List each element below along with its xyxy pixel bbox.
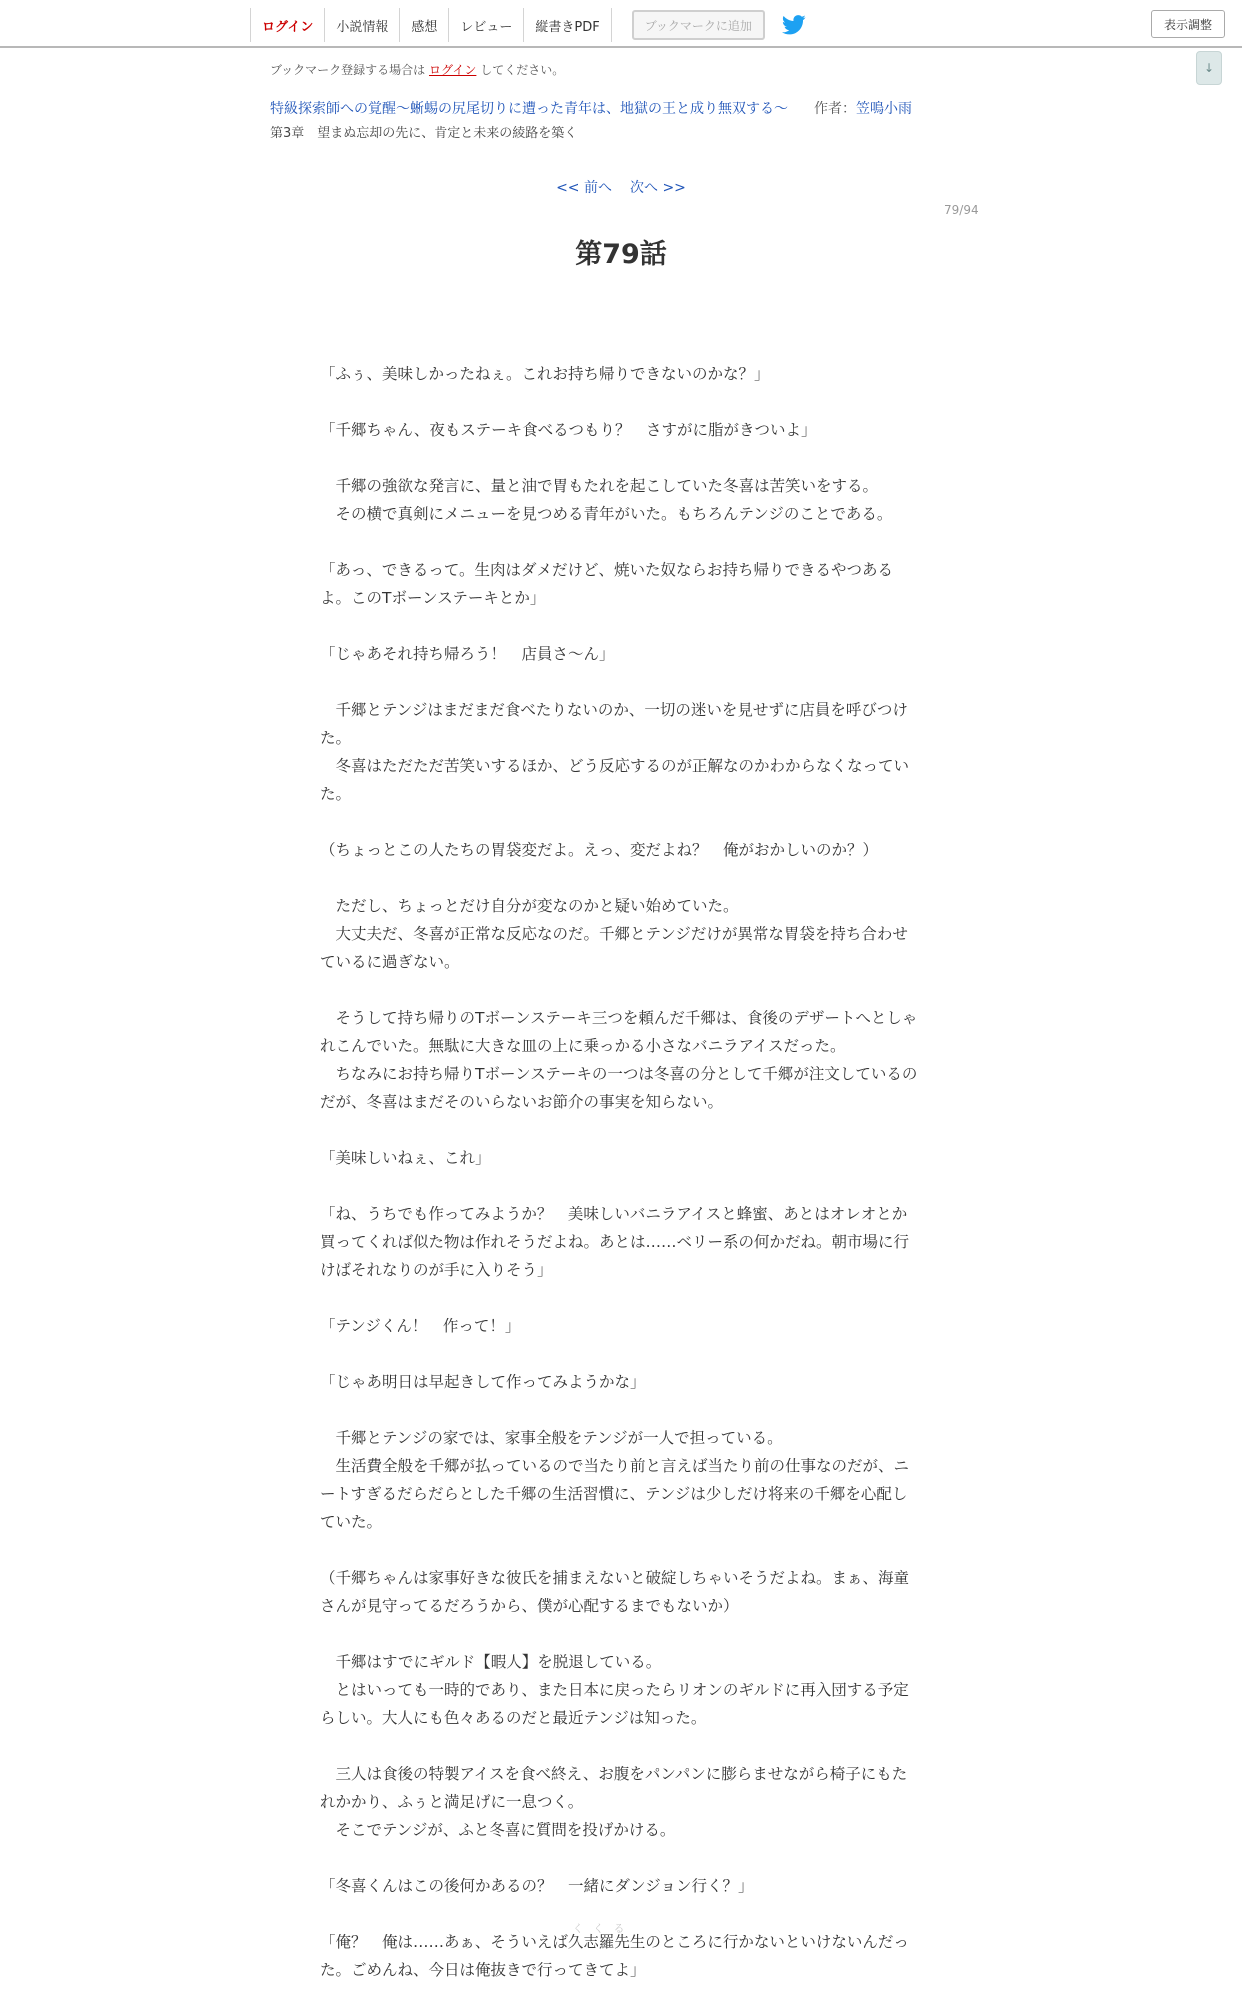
episode-pager <box>0 177 1242 197</box>
paragraph: ただし、ちょっとだけ自分が変なのかと疑い始めていた。 大丈夫だ、冬喜が正常な反応なのだ。千郷とテンジだけが異常な胃袋を持ち合わせているに過ぎない。 <box>320 897 908 971</box>
main-nav <box>250 8 807 42</box>
paragraph: 千郷はすでにギルド【暇人】を脱退している。 とはいっても一時的であり、また日本に戻ったらリオンのギルドに再入団する予定らしい。大人にも色々あるのだと最近テンジは知った。 <box>320 1653 909 1727</box>
paragraph: 「冬喜くんはこの後何かあるの？ 一緒にダンジョン行く？」 <box>320 1877 754 1895</box>
novel-title-link[interactable]: 特級探索師への覚醒～蜥蜴の尻尾切りに遭った青年は、地獄の王と成り無双する～ <box>270 101 788 117</box>
prev-episode-link[interactable]: << 前へ <box>556 180 612 196</box>
bookmark-notice-suffix: してください。 <box>476 63 565 77</box>
bookmark-notice-prefix: ブックマーク登録する場合は <box>270 63 429 77</box>
paragraph: 三人は食後の特製アイスを食べ終え、お腹をパンパンに膨らませながら椅子にもたれかかり、ふぅと満足げに一息つく。 そこでテンジが、ふと冬喜に質問を投げかける。 <box>320 1765 908 1839</box>
episode-title: 第79話 <box>575 239 667 270</box>
nav-login[interactable]: ログイン <box>251 8 325 42</box>
paragraph: （千郷ちゃんは家事好きな彼氏を捕まえないと破綻しちゃいそうだよね。まぁ、海童さんが見守ってるだろうから、僕が心配するまでもないか） <box>320 1569 910 1615</box>
paragraph: そうして持ち帰りのTボーンステーキ三つを頼んだ千郷は、食後のデザートへとしゃれこんでいた。無駄に大きな皿の上に乗っかる小さなバニラアイスだった。 ちなみにお持ち帰りTボーンステーキの一つは冬喜の分として千郷が注文しているのだが、冬喜はまだそのいらないお節介の事実を知らない。 <box>320 1009 918 1111</box>
paragraph: 千郷とテンジの家では、家事全般をテンジが一人で担っている。 生活費全般を千郷が払っているので当たり前と言えば当たり前の仕事なのだが、ニートすぎるだらだらとした千郷の生活習慣に、テンジは少しだけ将来の千郷を心配していた。 <box>320 1429 910 1531</box>
bookmark-notice <box>270 61 564 78</box>
paragraph: 「ね、うちでも作ってみようか？ 美味しいバニラアイスと蜂蜜、あとはオレオとか買ってくれば似た物は作れそうだよね。あとは……ベリー系の何かだね。朝市場に行けばそれなりのが手に入りそう」 <box>320 1205 910 1279</box>
paragraph: 「美味しいねぇ、これ」 <box>320 1149 491 1167</box>
paragraph: 千郷の強欲な発言に、量と油で胃もたれを起こしていた冬喜は苦笑いをする。 その横で真剣にメニューを見つめる青年がいた。もちろんテンジのことである。 <box>335 477 893 523</box>
nav-review[interactable]: レビュー <box>449 8 524 42</box>
paragraph: 「ふぅ、美味しかったねぇ。これお持ち帰りできないのかな？」 <box>320 365 770 383</box>
scroll-down-arrow-icon[interactable]: ↓ <box>1196 51 1222 85</box>
novel-body <box>320 360 920 1984</box>
display-settings-button[interactable]: 表示調整 <box>1151 10 1225 38</box>
bookmark-notice-login-link[interactable]: ログイン <box>428 63 477 77</box>
paragraph: 「じゃあそれ持ち帰ろう！ 店員さ～ん」 <box>320 645 615 663</box>
twitter-icon[interactable] <box>781 12 807 38</box>
next-episode-link[interactable]: 次へ >> <box>630 180 686 196</box>
chapter-title: 第3章 望まぬ忘却の先に、肯定と未来の綾路を築く <box>270 126 578 141</box>
top-bar <box>0 0 1242 48</box>
author-label: 作者： <box>814 101 856 117</box>
episode-count: 79/94 <box>944 203 979 217</box>
paragraph: 「俺？ 俺は……あぁ、そういえば久志羅先生のところに行かないといけないんだった。ごめんね、今日は俺抜きで行ってきてよ」 <box>320 1933 909 1979</box>
paragraph: 「テンジくん！ 作って！」 <box>320 1317 521 1335</box>
nav-novel-info[interactable]: 小説情報 <box>325 8 400 42</box>
paragraph: 「あっ、できるって。生肉はダメだけど、焼いた奴ならお持ち帰りできるやつあるよ。このTボーンステーキとか」 <box>320 561 894 607</box>
paragraph: 「じゃあ明日は早起きして作ってみようかな」 <box>320 1373 646 1391</box>
paragraph: 「千郷ちゃん、夜もステーキ食べるつもり？ さすがに脂がきついよ」 <box>320 421 817 439</box>
author-link[interactable]: 笠鳴小雨 <box>856 101 912 117</box>
bottom-scroll-mark: く く る <box>572 1922 628 1935</box>
bookmark-add-button[interactable]: ブックマークに追加 <box>632 10 765 40</box>
nav-impressions[interactable]: 感想 <box>400 8 449 42</box>
paragraph: （ちょっとこの人たちの胃袋変だよ。えっ、変だよね？ 俺がおかしいのか？） <box>320 841 879 859</box>
novel-header <box>270 98 912 118</box>
nav-vertical-pdf[interactable]: 縦書きPDF <box>524 8 611 42</box>
paragraph: 千郷とテンジはまだまだ食べたりないのか、一切の迷いを見せずに店員を呼びつけた。 冬喜はただただ苦笑いするほか、どう反応するのが正解なのかわからなくなっていた。 <box>320 701 910 803</box>
